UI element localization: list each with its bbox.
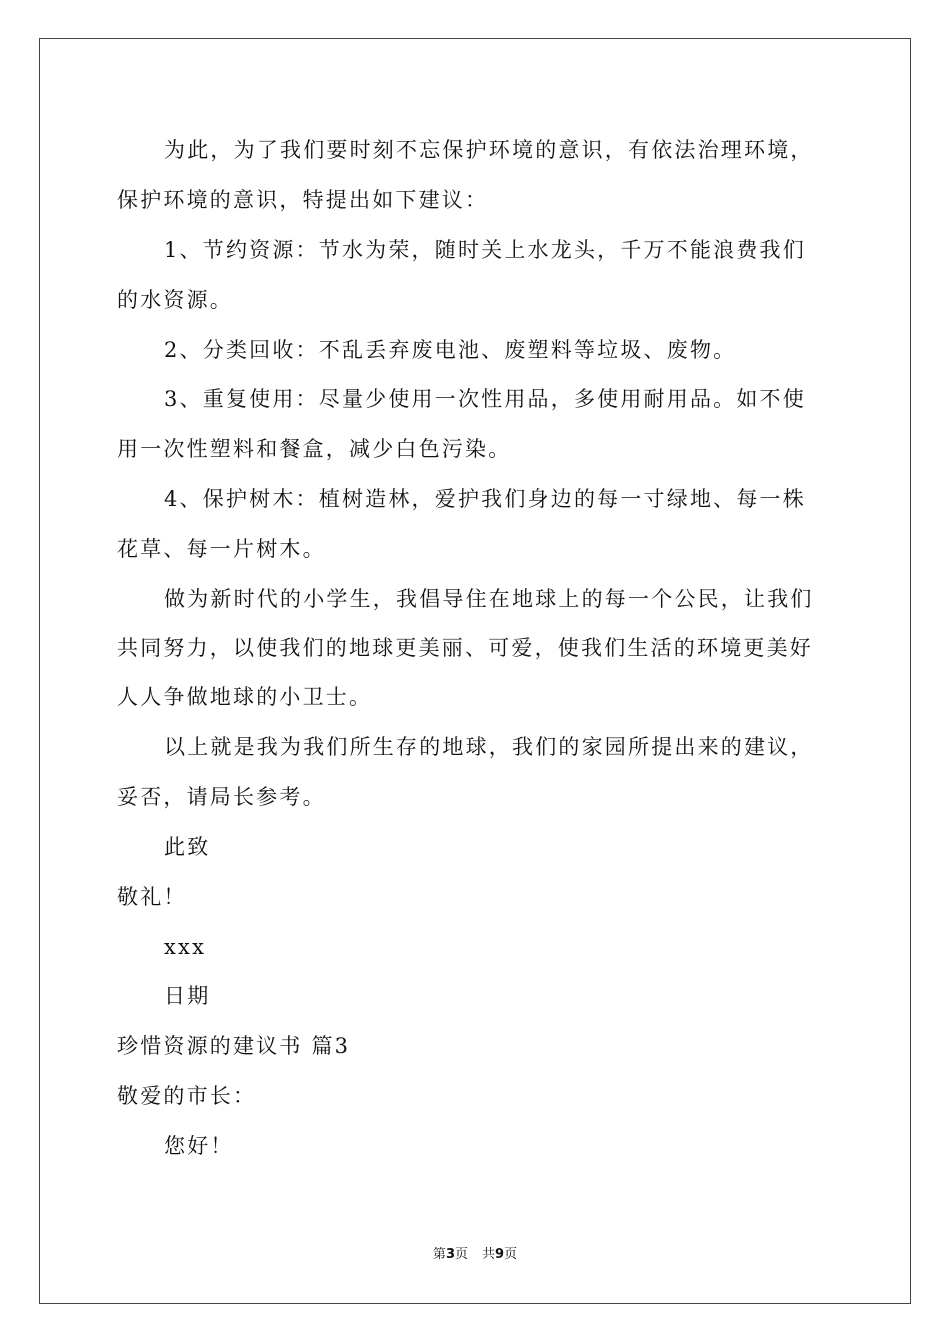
closing-line: 此致	[164, 835, 211, 859]
date-line: 日期	[164, 984, 211, 1008]
list-item-line: 的水资源。	[117, 288, 233, 312]
paragraph-line: 做为新时代的小学生，我倡导住在地球上的每一个公民，让我们	[164, 587, 814, 611]
paragraph-line: 以上就是我为我们所生存的地球，我们的家园所提出来的建议，	[164, 735, 814, 759]
page-footer	[0, 1247, 950, 1263]
total-prefix: 共	[482, 1247, 496, 1262]
paragraph-line: 共同努力，以使我们的地球更美丽、可爱，使我们生活的环境更美好	[117, 636, 813, 660]
section-title: 珍惜资源的建议书 篇3	[117, 1034, 351, 1058]
paragraph-line: 妥否，请局长参考。	[117, 785, 326, 809]
total-suffix: 页	[504, 1247, 518, 1262]
salutation-line: 敬爱的市长：	[117, 1084, 257, 1108]
page-suffix: 页	[454, 1247, 468, 1262]
signature-line: xxx	[164, 935, 207, 959]
greeting-line: 您好！	[164, 1134, 234, 1158]
closing-line: 敬礼！	[117, 885, 187, 909]
page-prefix: 第	[432, 1247, 446, 1262]
list-item-line: 2、分类回收：不乱丢弃废电池、废塑料等垃圾、废物。	[164, 338, 737, 362]
total-pages: 9	[495, 1247, 505, 1262]
page-border	[39, 38, 911, 1304]
list-item-line: 用一次性塑料和餐盒，减少白色污染。	[117, 437, 512, 461]
list-item-line: 3、重复使用：尽量少使用一次性用品，多使用耐用品。如不使	[164, 387, 806, 411]
list-item-line: 4、保护树木：植树造林，爱护我们身边的每一寸绿地、每一株	[164, 487, 806, 511]
list-item-line: 花草、每一片树木。	[117, 537, 326, 561]
paragraph-line: 为此，为了我们要时刻不忘保护环境的意识，有依法治理环境，	[164, 138, 814, 162]
page-number: 3	[445, 1247, 455, 1262]
paragraph-line: 保护环境的意识，特提出如下建议：	[117, 188, 489, 212]
paragraph-line: 人人争做地球的小卫士。	[117, 685, 373, 709]
list-item-line: 1、节约资源：节水为荣，随时关上水龙头，千万不能浪费我们	[164, 238, 806, 262]
